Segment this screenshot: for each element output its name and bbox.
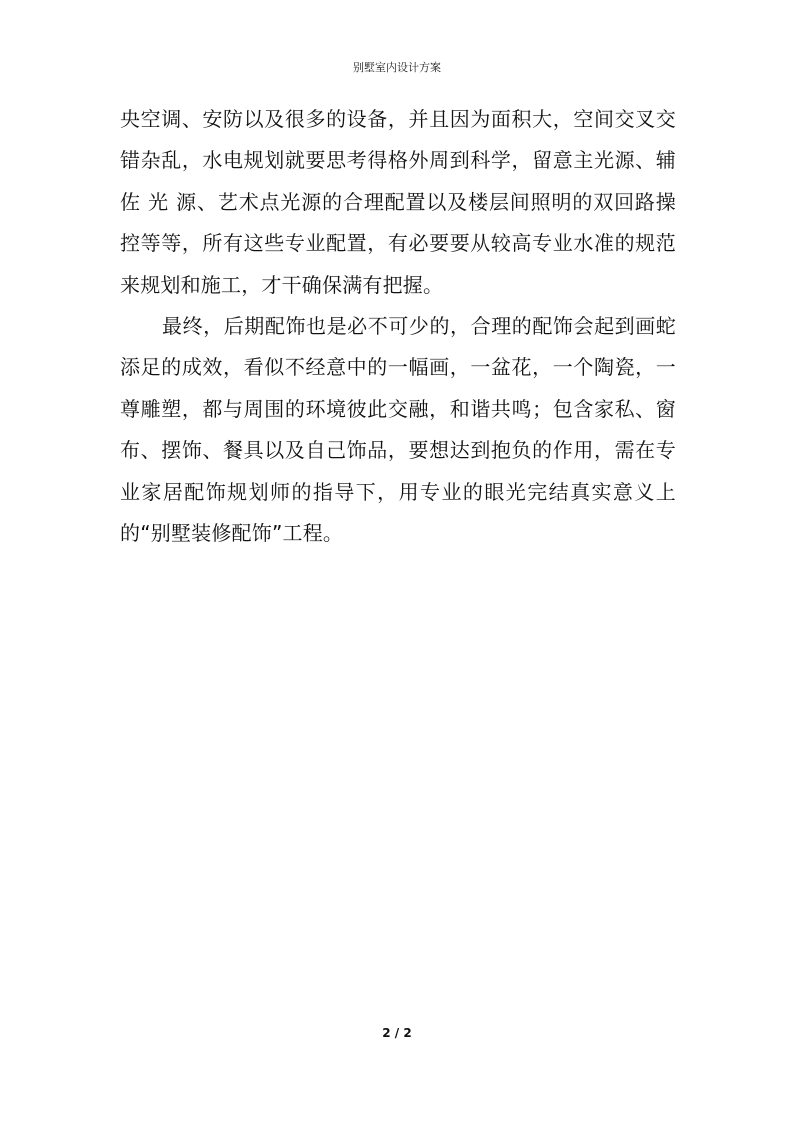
paragraph-continued: 央空调、安防以及很多的设备，并且因为面积大，空间交叉交错杂乱，水电规划就要思考得格外周到科学，留意主光源、辅佐 光 源、艺术点光源的合理配置以及楼层间照明的双回路操控等等，所有这些专业配置，有必要要从较高专业水准的规范来规划和施工，才干确保满有把握。 bbox=[120, 107, 676, 297]
page-header: 别墅室内设计方案 bbox=[353, 61, 441, 74]
paragraph-final-decoration: 最终，后期配饰也是必不可少的，合理的配饰会起到画蛇添足的成效，看似不经意中的一幅画，一盆花，一个陶瓷，一尊雕塑，都与周围的环境彼此交融，和谐共鸣；包含家私、窗布、摆饰、餐具以及自己饰品，要想达到抱负的作用，需在专业家居配饰规划师的指导下，用专业的眼光完结真实意义上的“别墅装修配饰”工程。 bbox=[120, 314, 676, 546]
document-body bbox=[120, 99, 676, 554]
page-number: 2 / 2 bbox=[382, 1026, 412, 1040]
